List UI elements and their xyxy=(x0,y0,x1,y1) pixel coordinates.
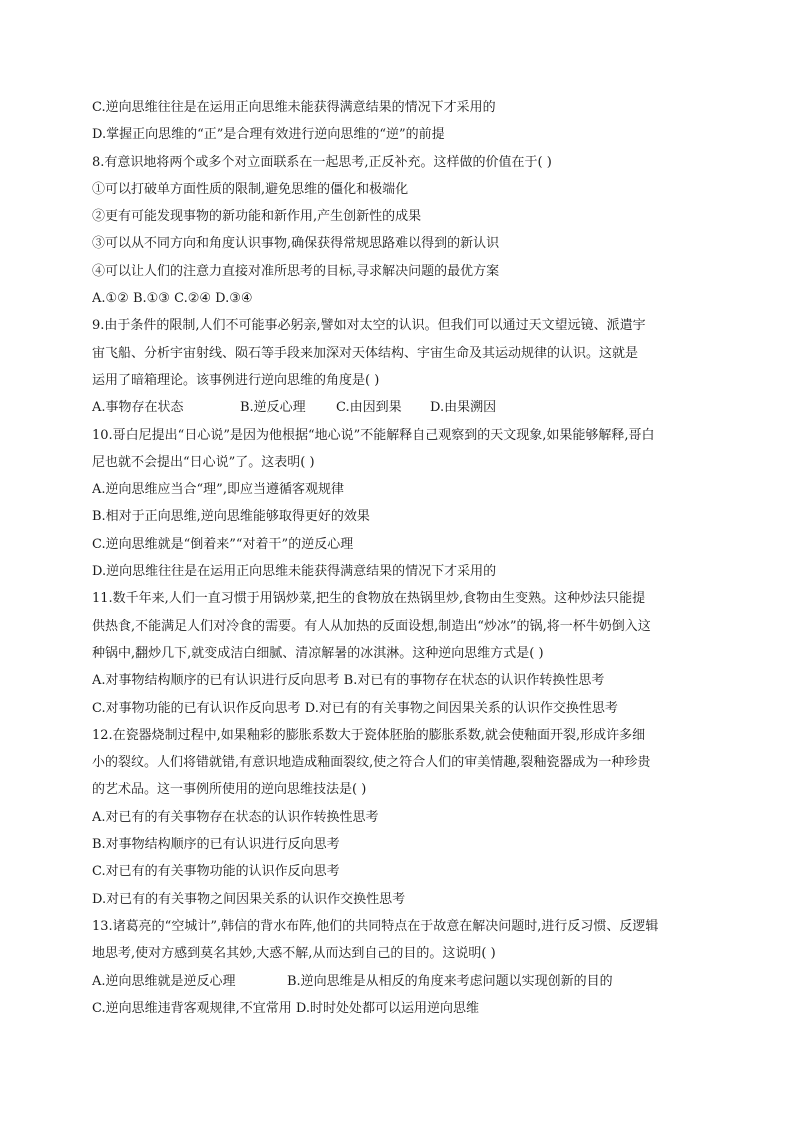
q10-option-b: B.相对于正向思维,逆向思维能够取得更好的效果 xyxy=(92,509,370,525)
q8-stem: 8.有意识地将两个或多个对立面联系在一起思考,正反补充。这样做的价值在于( ) xyxy=(92,154,552,170)
q10-stem-line-1: 10.哥白尼提出“日心说”是因为他根据“地心说”不能解释自己观察到的天文现象,如果能够解释,哥白 xyxy=(92,427,655,443)
q9-option-c: C.由因到果 xyxy=(336,400,402,416)
q9-stem-line-1: 9.由于条件的限制,人们不可能事必躬亲,譬如对太空的认识。但我们可以通过天文望远镜、派遣宇 xyxy=(92,318,646,334)
q13-option-a: A.逆向思维就是逆反心理 xyxy=(92,973,236,989)
q11-options-ab: A.对事物结构顺序的已有认识进行反向思考 B.对已有的事物存在状态的认识作转换性思考 xyxy=(92,673,605,689)
q9-stem-line-3: 运用了暗箱理论。该事例进行逆向思维的角度是( ) xyxy=(92,372,380,388)
q12-option-c: C.对已有的有关事物功能的认识作反向思考 xyxy=(92,864,340,880)
q10-stem-line-2: 尼也就不会提出“日心说”了。这表明( ) xyxy=(92,454,315,470)
q13-option-b: B.逆向思维是从相反的角度来考虑问题以实现创新的目的 xyxy=(287,973,613,989)
q13-options-cd: C.逆向思维违背客观规律,不宜常用 D.时时处处都可以运用逆向思维 xyxy=(92,1000,479,1016)
q10-option-c: C.逆向思维就是“倒着来”“对着干”的逆反心理 xyxy=(92,536,354,552)
q10-option-d: D.逆向思维往往是在运用正向思维未能获得满意结果的情况下才采用的 xyxy=(92,564,497,580)
q10-option-a: A.逆向思维应当合“理”,即应当遵循客观规律 xyxy=(92,482,344,498)
q8-item-4: ④可以让人们的注意力直接对准所思考的目标,寻求解决问题的最优方案 xyxy=(92,263,500,279)
q13-stem-line-2: 地思考,使对方感到莫名其妙,大惑不解,从而达到自己的目的。这说明( ) xyxy=(92,946,496,962)
q11-stem-line-2: 供热食,不能满足人们对冷食的需要。有人从加热的反面设想,制造出“炒冰”的锅,将一杯牛奶倒入这 xyxy=(92,618,651,634)
q9-stem-line-2: 宙飞船、分析宇宙射线、陨石等手段来加深对天体结构、宇宙生命及其运动规律的认识。这就是 xyxy=(92,345,639,361)
document-page xyxy=(92,94,704,1022)
q9-option-a: A.事物存在状态 xyxy=(92,400,184,416)
q12-stem-line-3: 的艺术品。这一事例所使用的逆向思维技法是( ) xyxy=(92,782,367,798)
q12-option-a: A.对已有的有关事物存在状态的认识作转换性思考 xyxy=(92,809,379,825)
q12-stem-line-1: 12.在瓷器烧制过程中,如果釉彩的膨胀系数大于瓷体胚胎的膨胀系数,就会使釉面开裂,形成许多细 xyxy=(92,727,646,743)
q13-stem-line-1: 13.诸葛亮的“空城计”,韩信的背水布阵,他们的共同特点在于故意在解决问题时,进行反习惯、反逻辑 xyxy=(92,918,659,934)
q8-item-3: ③可以从不同方向和角度认识事物,确保获得常规思路难以得到的新认识 xyxy=(92,236,500,252)
q12-stem-line-2: 小的裂纹。人们将错就错,有意识地造成釉面裂纹,使之符合人们的审美情趣,裂釉瓷器成为一种珍贵 xyxy=(92,755,651,771)
q9-option-b: B.逆反心理 xyxy=(240,400,306,416)
q13-options-ab xyxy=(92,968,704,995)
q7-option-c: C.逆向思维往往是在运用正向思维未能获得满意结果的情况下才采用的 xyxy=(92,100,496,115)
q9-options xyxy=(92,394,704,421)
q12-option-b: B.对事物结构顺序的已有认识进行反向思考 xyxy=(92,837,340,853)
q11-options-cd: C.对事物功能的已有认识作反向思考 D.对已有的有关事物之间因果关系的认识作交换性思考 xyxy=(92,700,618,716)
q11-stem-line-3: 种锅中,翻炒几下,就变成洁白细腻、清凉解暑的冰淇淋。这种逆向思维方式是( ) xyxy=(92,645,544,661)
q9-option-d: D.由果溯因 xyxy=(430,400,497,416)
q8-item-1: ①可以打破单方面性质的限制,避免思维的僵化和极端化 xyxy=(92,181,409,197)
q11-stem-line-1: 11.数千年来,人们一直习惯于用锅炒菜,把生的食物放在热锅里炒,食物由生变熟。这种炒法只能提 xyxy=(92,591,646,607)
q8-options: A.①② B.①③ C.②④ D.③④ xyxy=(92,291,253,307)
q8-item-2: ②更有可能发现事物的新功能和新作用,产生创新性的成果 xyxy=(92,209,422,225)
q7-option-d: D.掌握正向思维的“正”是合理有效进行逆向思维的“逆”的前提 xyxy=(92,127,445,143)
q12-option-d: D.对已有的有关事物之间因果关系的认识作交换性思考 xyxy=(92,891,406,907)
